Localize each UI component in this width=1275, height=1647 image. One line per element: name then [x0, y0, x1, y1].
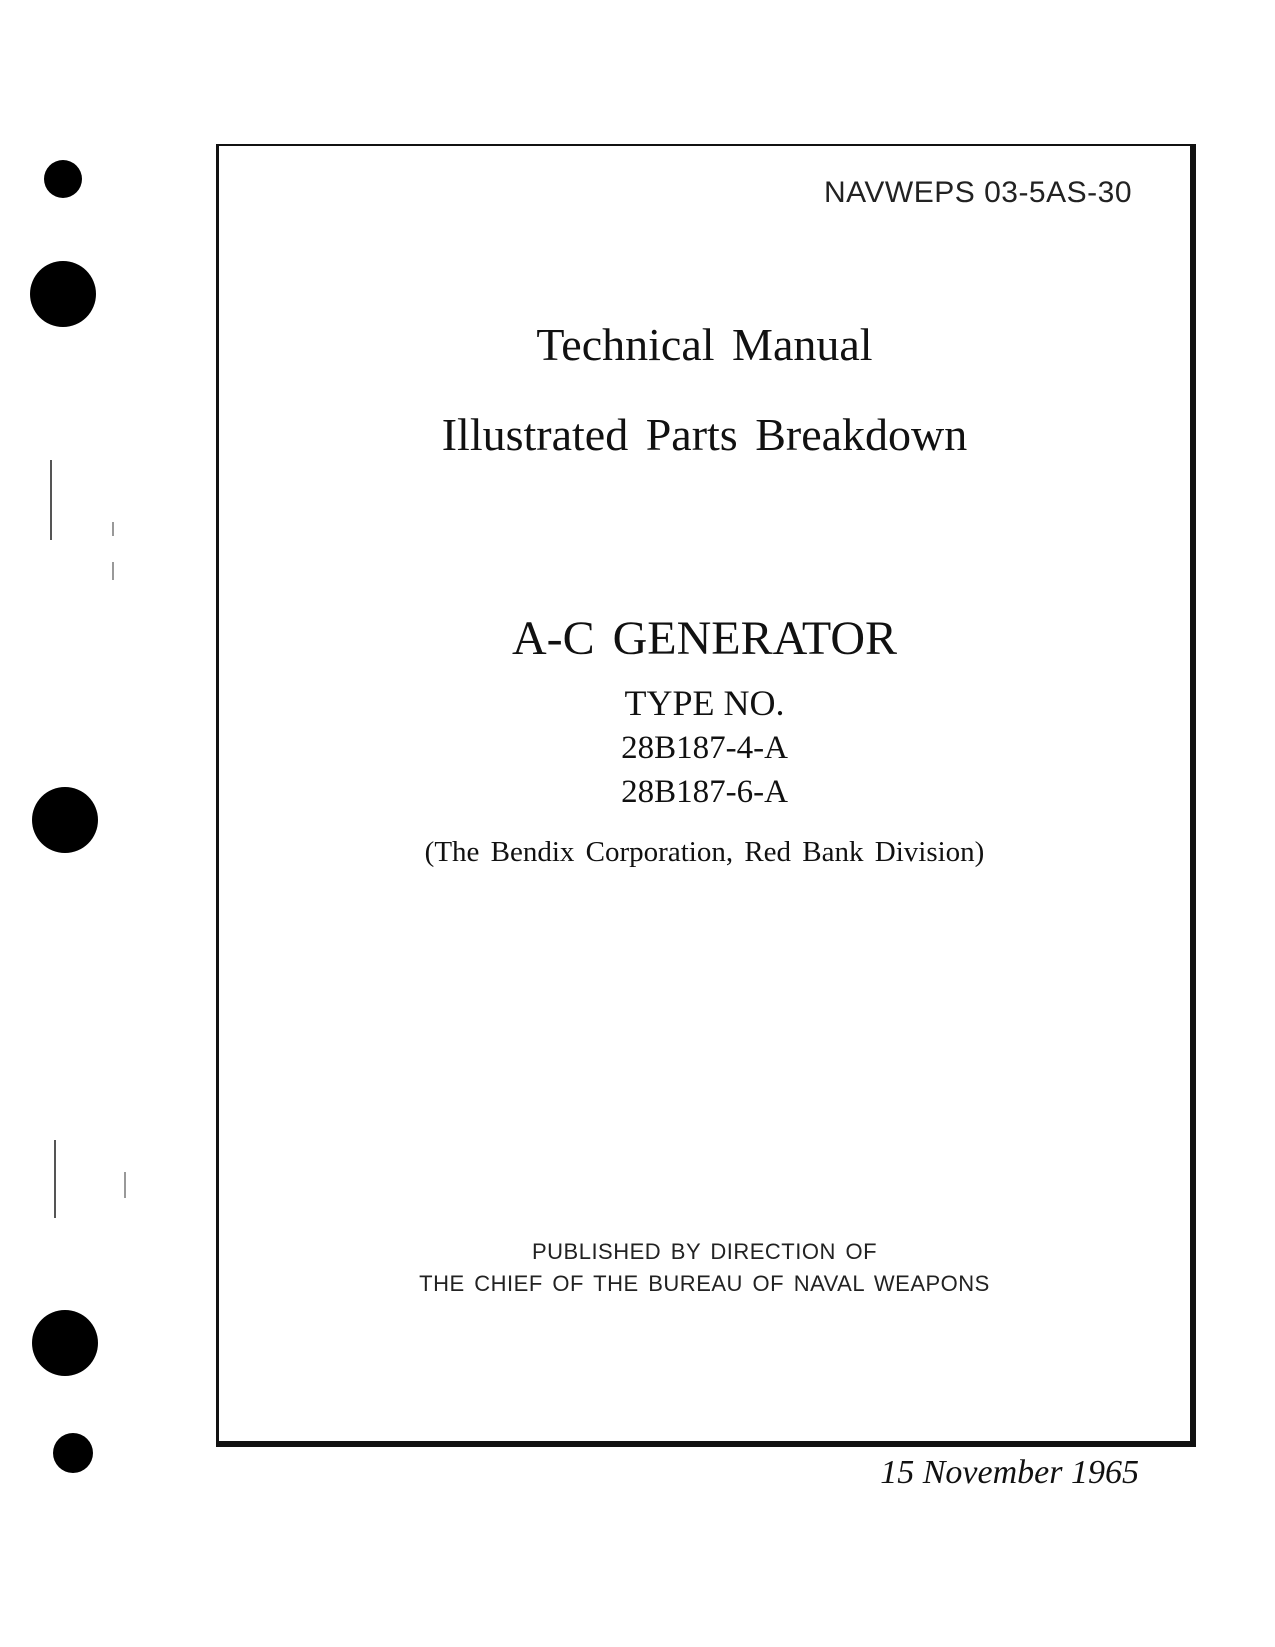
binder-hole	[53, 1433, 93, 1473]
scan-mark	[112, 562, 114, 580]
cover-frame	[216, 144, 1196, 1447]
binder-hole	[32, 787, 98, 853]
publisher-line: PUBLISHED BY DIRECTION OF	[531, 1239, 878, 1264]
publisher-line: THE CHIEF OF THE BUREAU OF NAVAL WEAPONS	[419, 1271, 990, 1296]
publication-date: 15 November 1965	[880, 1454, 1139, 1491]
scan-mark	[124, 1172, 126, 1198]
scan-mark	[112, 522, 114, 536]
manual-title: Technical Manual	[536, 319, 873, 370]
scan-mark	[50, 460, 52, 540]
equipment-name: A-C GENERATOR	[511, 612, 898, 665]
type-number: 28B187-4-A	[621, 730, 788, 766]
binder-hole	[30, 261, 96, 327]
document-number: NAVWEPS 03-5AS-30	[823, 176, 1132, 209]
binder-hole	[32, 1310, 98, 1376]
manual-subtitle: Illustrated Parts Breakdown	[441, 409, 968, 460]
binder-hole	[44, 160, 82, 198]
type-label: TYPE NO.	[624, 683, 785, 723]
manufacturer: (The Bendix Corporation, Red Bank Division)	[424, 836, 985, 868]
scan-mark	[54, 1140, 56, 1218]
type-number: 28B187-6-A	[621, 774, 788, 810]
